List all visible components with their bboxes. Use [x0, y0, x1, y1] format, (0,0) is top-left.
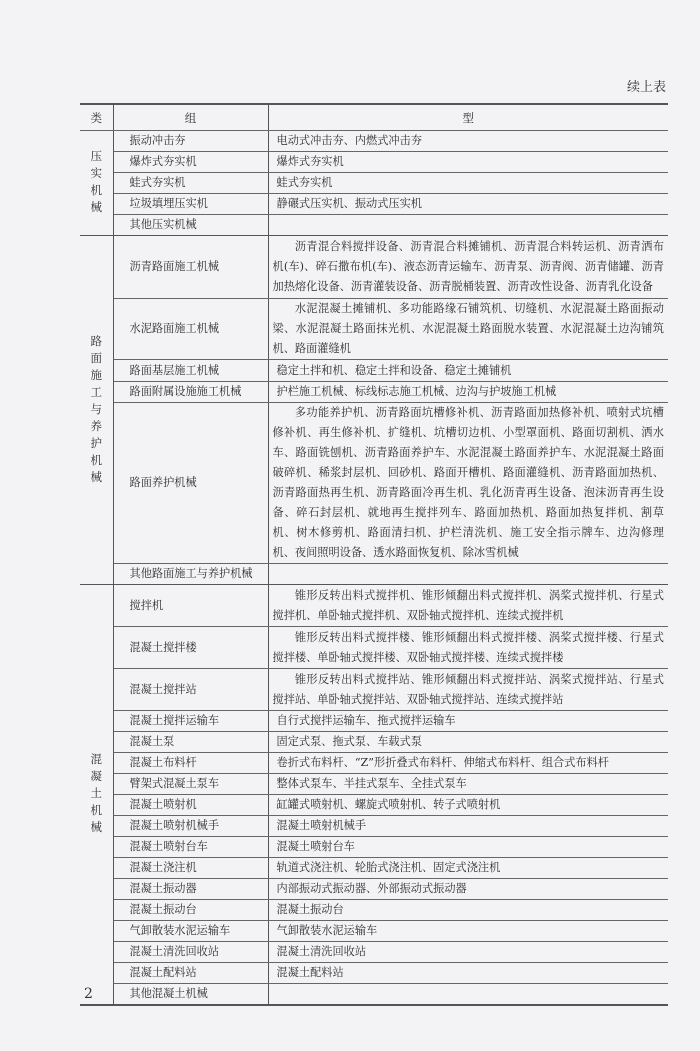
group-cell: 混凝土喷射机 — [113, 795, 268, 816]
table-row — [80, 564, 668, 585]
category-label: 混凝土机械 — [90, 752, 102, 834]
type-cell: 混凝土喷射台车 — [268, 837, 668, 858]
type-cell: 锥形反转出料式搅拌站、锥形倾翻出料式搅拌站、涡桨式搅拌站、行星式搅拌站、单卧轴式搅拌站、双卧轴式搅拌站、连续式搅拌站 — [268, 669, 668, 711]
table-row — [80, 879, 668, 900]
group-cell: 混凝土振动器 — [113, 879, 268, 900]
table-row — [80, 236, 668, 299]
column-header-group: 组 — [113, 104, 268, 131]
group-cell: 混凝土搅拌站 — [113, 669, 268, 711]
column-header-category: 类 — [80, 104, 113, 131]
group-cell: 路面基层施工机械 — [113, 360, 268, 382]
group-cell: 混凝土浇注机 — [113, 858, 268, 879]
type-cell — [268, 215, 668, 236]
table-row — [80, 711, 668, 732]
group-cell: 混凝土配料站 — [113, 963, 268, 984]
table-row — [80, 900, 668, 921]
continued-label: 续上表 — [626, 80, 666, 95]
table-row — [80, 774, 668, 795]
table-row — [80, 360, 668, 382]
type-cell: 固定式泵、拖式泵、车载式泵 — [268, 732, 668, 753]
group-cell: 气卸散装水泥运输车 — [113, 921, 268, 942]
group-cell: 垃圾填埋压实机 — [113, 194, 268, 215]
group-cell: 其他混凝土机械 — [113, 984, 268, 1006]
group-cell: 其他压实机械 — [113, 215, 268, 236]
category-cell — [80, 131, 113, 236]
group-cell: 沥青路面施工机械 — [113, 236, 268, 299]
type-cell: 电动式冲击夯、内燃式冲击夯 — [268, 131, 668, 152]
type-cell: 轨道式浇注机、轮胎式浇注机、固定式浇注机 — [268, 858, 668, 879]
group-cell: 爆炸式夯实机 — [113, 152, 268, 173]
table-row — [80, 194, 668, 215]
type-cell: 缸罐式喷射机、螺旋式喷射机、转子式喷射机 — [268, 795, 668, 816]
group-cell: 水泥路面施工机械 — [113, 299, 268, 360]
table-row — [80, 152, 668, 173]
type-cell: 卷折式布料杆、“Z”形折叠式布料杆、伸缩式布料杆、组合式布料杆 — [268, 753, 668, 774]
table-row — [80, 585, 668, 627]
category-label: 压实机械 — [90, 149, 102, 214]
group-cell: 混凝土布料杆 — [113, 753, 268, 774]
table-row — [80, 299, 668, 360]
category-label: 路面施工与养护机械 — [90, 333, 102, 484]
table-row — [80, 173, 668, 194]
type-cell: 锥形反转出料式搅拌楼、锥形倾翻出料式搅拌楼、涡桨式搅拌楼、行星式搅拌楼、单卧轴式搅拌楼、双卧轴式搅拌楼、连续式搅拌楼 — [268, 627, 668, 669]
group-cell: 混凝土泵 — [113, 732, 268, 753]
type-cell: 蛙式夯实机 — [268, 173, 668, 194]
type-cell: 混凝土清洗回收站 — [268, 942, 668, 963]
group-cell: 臂架式混凝土泵车 — [113, 774, 268, 795]
group-cell: 混凝土清洗回收站 — [113, 942, 268, 963]
category-cell — [80, 585, 113, 1006]
type-cell: 稳定土拌和机、稳定土拌和设备、稳定土摊铺机 — [268, 360, 668, 382]
group-cell: 混凝土喷射机械手 — [113, 816, 268, 837]
group-cell: 混凝土振动台 — [113, 900, 268, 921]
table-row — [80, 795, 668, 816]
type-cell: 气卸散装水泥运输车 — [268, 921, 668, 942]
table-row — [80, 963, 668, 984]
group-cell: 路面养护机械 — [113, 403, 268, 564]
table-header-row — [80, 104, 668, 131]
type-cell: 混凝土振动台 — [268, 900, 668, 921]
group-cell: 蛙式夯实机 — [113, 173, 268, 194]
table-row — [80, 669, 668, 711]
table-row — [80, 627, 668, 669]
table-row — [80, 816, 668, 837]
type-cell: 混凝土配料站 — [268, 963, 668, 984]
category-cell — [80, 236, 113, 585]
type-cell: 爆炸式夯实机 — [268, 152, 668, 173]
table-row — [80, 382, 668, 403]
type-cell: 静碾式压实机、振动式压实机 — [268, 194, 668, 215]
page-number: 2 — [84, 986, 93, 1002]
group-cell: 混凝土搅拌运输车 — [113, 711, 268, 732]
group-cell: 混凝土搅拌楼 — [113, 627, 268, 669]
table-row — [80, 942, 668, 963]
type-cell: 护栏施工机械、标线标志施工机械、边沟与护坡施工机械 — [268, 382, 668, 403]
table-row — [80, 858, 668, 879]
table-row — [80, 837, 668, 858]
table-row — [80, 984, 668, 1006]
column-header-type: 型 — [268, 104, 668, 131]
type-cell: 自行式搅拌运输车、拖式搅拌运输车 — [268, 711, 668, 732]
type-cell: 沥青混合料搅拌设备、沥青混合料摊铺机、沥青混合料转运机、沥青洒布机(车)、碎石撒布机(车)、液态沥青运输车、沥青泵、沥青阀、沥青储罐、沥青加热熔化设备、沥青灌装设备、沥青脱桶装置、沥青改性设备、沥青乳化设备 — [268, 236, 668, 299]
table-row — [80, 215, 668, 236]
table-row — [80, 732, 668, 753]
type-cell: 内部振动式振动器、外部振动式振动器 — [268, 879, 668, 900]
type-cell — [268, 564, 668, 585]
table-row — [80, 131, 668, 152]
group-cell: 其他路面施工与养护机械 — [113, 564, 268, 585]
type-cell: 混凝土喷射机械手 — [268, 816, 668, 837]
table-row — [80, 921, 668, 942]
type-cell: 多功能养护机、沥青路面坑槽修补机、沥青路面加热修补机、喷射式坑槽修补机、再生修补机、扩缝机、坑槽切边机、小型罩面机、路面切割机、洒水车、路面铣刨机、沥青路面养护车、水泥混凝土路面养护车、水泥混凝土路面破碎机、稀浆封层机、回砂机、路面开槽机、路面灌缝机、沥青路面加热机、沥青路面热再生机、沥青路面冷再生机、乳化沥青再生设备、泡沫沥青再生设备、碎石封层机、就地再生搅拌列车、路面加热机、路面加热复拌机、割草机、树木修剪机、路面清扫机、护栏清洗机、施工安全指示牌车、边沟修理机、夜间照明设备、透水路面恢复机、除冰雪机械 — [268, 403, 668, 564]
type-cell: 锥形反转出料式搅拌机、锥形倾翻出料式搅拌机、涡桨式搅拌机、行星式搅拌机、单卧轴式搅拌机、双卧轴式搅拌机、连续式搅拌机 — [268, 585, 668, 627]
group-cell: 搅拌机 — [113, 585, 268, 627]
group-cell: 振动冲击夯 — [113, 131, 268, 152]
group-cell: 路面附属设施施工机械 — [113, 382, 268, 403]
table-row — [80, 753, 668, 774]
type-cell — [268, 984, 668, 1006]
type-cell: 整体式泵车、半挂式泵车、全挂式泵车 — [268, 774, 668, 795]
group-cell: 混凝土喷射台车 — [113, 837, 268, 858]
machinery-classification-table — [80, 103, 668, 1006]
type-cell: 水泥混凝土摊铺机、多功能路缘石铺筑机、切缝机、水泥混凝土路面振动梁、水泥混凝土路面抹光机、水泥混凝土路面脱水装置、水泥混凝土边沟铺筑机、路面灌缝机 — [268, 299, 668, 360]
table-row — [80, 403, 668, 564]
